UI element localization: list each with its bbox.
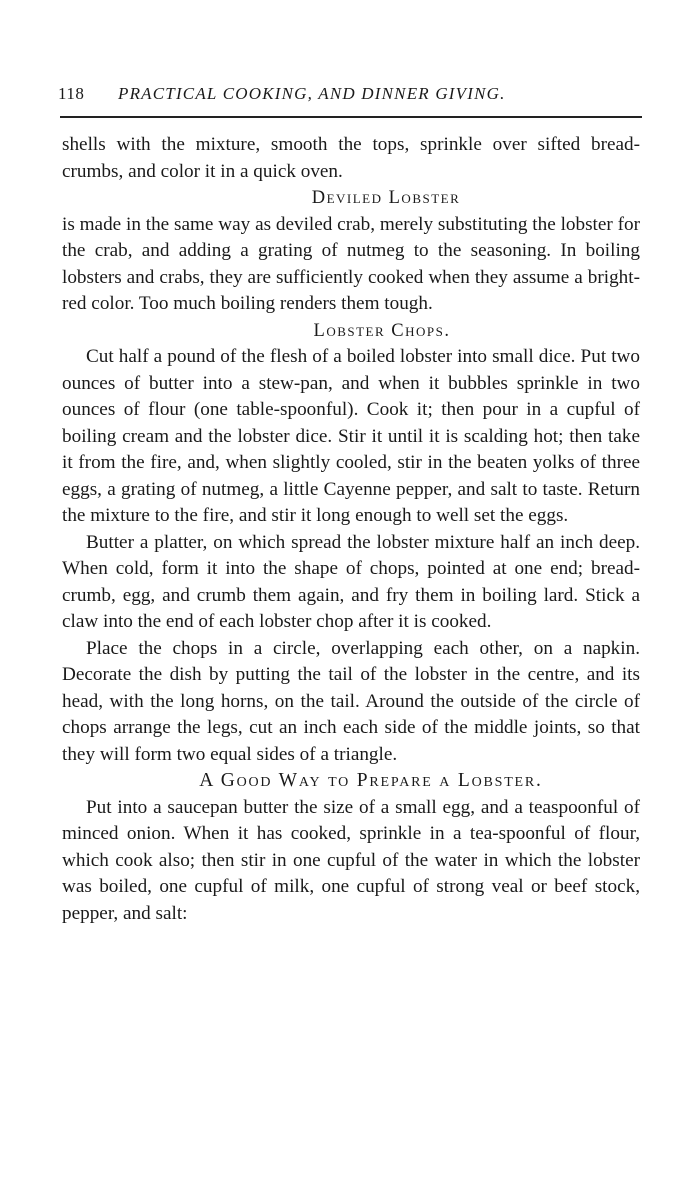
paragraph-good-way-lobster: Put into a saucepan butter the size of a small egg, and a teaspoonful of minced onion. When it has cooked, sprinkle in a tea-spoonful of flour, which cook also; then stir in one cupful of the water in which the lobster was boiled, one cupful of milk, one cupful of strong veal or beef stock, pepper, and salt: <box>62 796 640 924</box>
heading-lobster-chops: Lobster Chops. <box>313 320 451 341</box>
header-rule <box>60 116 642 118</box>
page-body <box>62 132 640 927</box>
paragraph-lobster-chops-2: Butter a platter, on which spread the lobster mixture half an inch deep. When cold, form it into the shape of chops, pointed at one end; bread-crumb, egg, and crumb them again, and fry them in boiling lard. Stick a claw into the end of each lobster chop after it is cooked. <box>62 531 640 632</box>
paragraph-deviled-lobster: is made in the same way as deviled crab, merely substituting the lobster for the crab, and adding a grating of nutmeg to the seasoning. In boiling lobsters and crabs, they are sufficiently cooked when they assume a bright-red color. Too much boiling renders them tough. <box>62 213 640 314</box>
heading-good-way-lobster: A Good Way to Prepare a Lobster. <box>199 770 543 791</box>
paragraph-lobster-chops-3: Place the chops in a circle, overlapping each other, on a napkin. Decorate the dish by putting the tail of the lobster in the centre, and its head, with the long horns, on the tail. Around the outside of the circle of chops arrange the legs, cut an inch each side of the middle joints, so that they will form two equal sides of a triangle. <box>62 637 640 765</box>
heading-deviled-lobster: Deviled Lobster <box>311 188 461 208</box>
book-page <box>58 80 640 924</box>
page-number: 118 <box>58 84 85 103</box>
running-head <box>58 80 640 106</box>
book-title: PRACTICAL COOKING, AND DINNER GIVING. <box>118 84 506 103</box>
continued-paragraph: shells with the mixture, smooth the tops, sprinkle over sifted bread-crumbs, and color it in a quick oven. <box>62 134 640 182</box>
paragraph-lobster-chops-1: Cut half a pound of the flesh of a boiled lobster into small dice. Put two ounces of butter into a stew-pan, and when it bubbles sprinkle in two ounces of flour (one table-spoonful). Cook it; then pour in a cupful of boiling cream and the lobster dice. Stir it until it is scalding hot; then take it from the fire, and, when slightly cooled, stir in the beaten yolks of three eggs, a grating of nutmeg, a little Cayenne pepper, and salt to taste. Return the mixture to the fire, and stir it long enough to well set the eggs. <box>62 346 640 526</box>
